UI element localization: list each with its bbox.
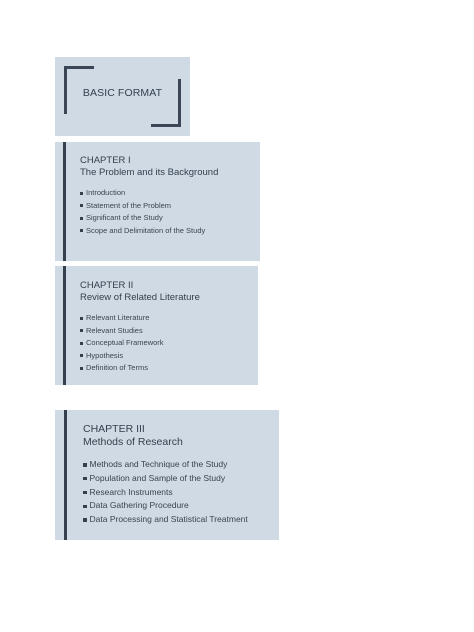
chapter-card-3 <box>55 410 279 540</box>
chapter-title: Methods of Research <box>83 435 183 448</box>
list-item: Relevant Studies <box>80 325 200 338</box>
list-item: Population and Sample of the Study <box>83 472 248 486</box>
list-item: Relevant Literature <box>80 312 200 325</box>
list-item: Methods and Technique of the Study <box>83 458 248 472</box>
list-item: Data Gathering Procedure <box>83 499 248 513</box>
chapter-title: Review of Related Literature <box>80 292 200 303</box>
list-item: Scope and Delimitation of the Study <box>80 225 218 238</box>
square-bullet-icon <box>80 354 83 357</box>
list-item: Hypothesis <box>80 350 200 363</box>
list-item: Conceptual Framework <box>80 337 200 350</box>
chapter-title: The Problem and its Background <box>80 167 219 178</box>
list-item: Statement of the Problem <box>80 200 218 213</box>
square-bullet-icon <box>80 329 83 332</box>
title-card <box>55 57 190 136</box>
square-bullet-icon <box>80 192 83 195</box>
list-item: Introduction <box>80 187 218 200</box>
chapter-item-list <box>83 458 248 527</box>
square-bullet-icon <box>80 217 83 220</box>
square-bullet-icon <box>83 518 87 522</box>
square-bullet-icon <box>80 367 83 370</box>
chapter-item-list <box>80 187 218 237</box>
chapter-accent-bar <box>63 266 66 385</box>
chapter-accent-bar <box>63 142 66 261</box>
square-bullet-icon <box>83 505 87 509</box>
chapter-card-2 <box>55 266 258 385</box>
chapter-number: CHAPTER III <box>83 423 145 435</box>
square-bullet-icon <box>80 229 83 232</box>
list-item: Definition of Terms <box>80 362 200 375</box>
list-item: Research Instruments <box>83 486 248 500</box>
square-bullet-icon <box>83 477 87 481</box>
page-title: BASIC FORMAT <box>82 87 163 99</box>
square-bullet-icon <box>80 342 83 345</box>
chapter-card-1 <box>55 142 260 261</box>
square-bullet-icon <box>83 463 87 467</box>
square-bullet-icon <box>83 491 87 495</box>
list-item: Significant of the Study <box>80 212 218 225</box>
square-bullet-icon <box>80 204 83 207</box>
chapter-number: CHAPTER II <box>80 280 134 291</box>
square-bullet-icon <box>80 317 83 320</box>
list-item: Data Processing and Statistical Treatment <box>83 513 248 527</box>
chapter-item-list <box>80 312 200 375</box>
chapter-number: CHAPTER I <box>80 155 131 166</box>
chapter-accent-bar <box>64 410 67 540</box>
